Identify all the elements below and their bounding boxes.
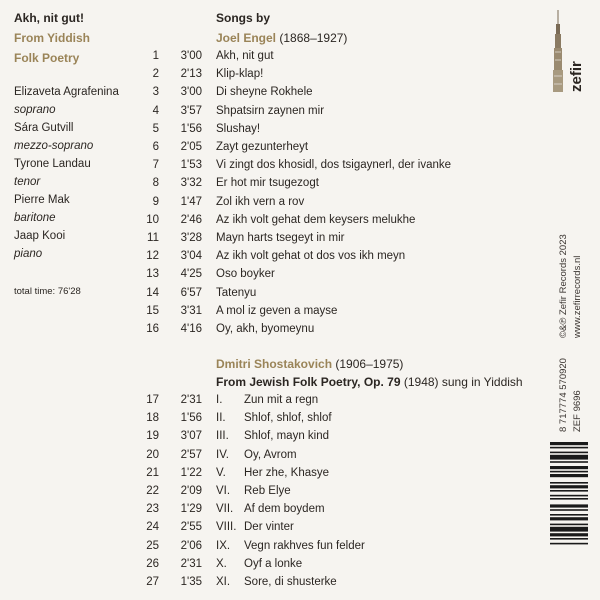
track-title: Shlof, shlof, shlof xyxy=(244,412,332,425)
performer-name: Sára Gutvill xyxy=(14,122,74,134)
movement-number: I. xyxy=(216,394,223,406)
track-number: 11 xyxy=(147,232,159,244)
track-duration: 1'22 xyxy=(180,466,202,479)
composer-name: Joel Engel xyxy=(216,31,277,45)
track-title: Sore, di shusterke xyxy=(244,576,337,588)
movement-number: II. xyxy=(216,412,226,425)
track-number: 17 xyxy=(146,394,159,406)
track-duration: 2'13 xyxy=(180,68,202,81)
total-time: total time: 76'28 xyxy=(14,286,81,297)
work-heading xyxy=(216,375,523,389)
track-duration: 3'00 xyxy=(180,50,202,62)
track-duration: 4'25 xyxy=(180,268,202,281)
barcode-bar xyxy=(550,447,588,449)
track-duration: 1'56 xyxy=(180,122,202,135)
track-title: Tatenyu xyxy=(216,286,257,299)
performer-name: Jaap Kooi xyxy=(14,230,66,242)
album-subtitle-line-2: Folk Poetry xyxy=(14,51,80,65)
movement-number: VI. xyxy=(216,485,231,497)
track-title: Akh, nit gut xyxy=(216,50,274,62)
track-number: 10 xyxy=(146,213,159,226)
composer-name: Dmitri Shostakovich xyxy=(216,357,333,371)
track-number: 21 xyxy=(146,466,159,479)
track-number: 12 xyxy=(146,250,159,263)
barcode-bar xyxy=(550,452,588,454)
track-number: 6 xyxy=(152,141,159,153)
track-number: 13 xyxy=(146,268,159,281)
track-duration: 2'55 xyxy=(180,521,202,534)
movement-number: VII. xyxy=(216,503,234,516)
track-number: 1 xyxy=(152,50,159,62)
track-number: 14 xyxy=(146,286,159,299)
songs-by-label: Songs by xyxy=(216,11,271,25)
movement-number: IV. xyxy=(216,448,230,461)
website-text: www.zefirrecords.nl xyxy=(572,255,583,338)
track-number: 7 xyxy=(152,159,159,172)
track-duration: 2'09 xyxy=(180,485,202,497)
track-title: Zayt gezunterheyt xyxy=(216,141,309,153)
track-number: 8 xyxy=(152,177,159,190)
composer-dates: (1906–1975) xyxy=(335,357,404,371)
track-duration: 1'47 xyxy=(180,195,202,208)
track-title: Vi zingt dos khosidl, dos tsigaynerl, der ivanke xyxy=(216,159,452,172)
track-title: A mol iz geven a mayse xyxy=(216,304,338,317)
movement-number: XI. xyxy=(216,576,231,588)
track-number: 2 xyxy=(152,68,159,81)
movement-number: V. xyxy=(216,466,226,479)
work-title: From Jewish Folk Poetry, Op. 79 xyxy=(216,375,401,389)
track-number: 9 xyxy=(152,195,159,208)
barcode-bar xyxy=(550,524,588,526)
album-title: Akh, nit gut! xyxy=(14,11,84,25)
barcode xyxy=(550,442,588,592)
movement-number: IX. xyxy=(216,539,231,552)
track-number: 18 xyxy=(146,412,159,425)
catalog-number: ZEF 9696 xyxy=(572,390,583,432)
track-title: Az ikh volt gehat ot dos vos ikh meyn xyxy=(216,250,406,263)
composer-dates: (1868–1927) xyxy=(279,31,348,45)
track-duration: 2'31 xyxy=(180,394,202,406)
track-title: Vegn rakhves fun felder xyxy=(244,539,365,552)
performer-name: Tyrone Landau xyxy=(14,158,91,170)
barcode-bar xyxy=(550,509,588,511)
barcode-bar xyxy=(550,543,588,545)
barcode-bar xyxy=(550,538,588,540)
track-title: Reb Elye xyxy=(244,485,291,497)
track-number: 3 xyxy=(152,86,159,99)
track-number: 16 xyxy=(146,323,159,335)
barcode-bar xyxy=(550,482,588,484)
barcode-number: 8 717774 570920 xyxy=(558,358,569,432)
track-number: 26 xyxy=(146,557,159,570)
track-duration: 3'57 xyxy=(180,104,202,117)
performer-role: mezzo-soprano xyxy=(14,140,94,152)
barcode-bar xyxy=(550,461,588,463)
performer-role: baritone xyxy=(14,212,56,224)
track-duration: 3'31 xyxy=(180,304,202,317)
barcode-bar xyxy=(550,490,588,492)
work-year: (1948) sung in Yiddish xyxy=(403,375,523,389)
track-number: 20 xyxy=(146,448,159,461)
track-title: Di sheyne Rokhele xyxy=(216,86,313,99)
track-title: Zol ikh vern a rov xyxy=(216,195,305,208)
movement-number: VIII. xyxy=(216,521,237,534)
track-number: 23 xyxy=(146,503,159,516)
track-duration: 2'31 xyxy=(180,557,202,570)
track-number: 27 xyxy=(146,576,159,588)
track-title: Oy, akh, byomeynu xyxy=(216,323,315,335)
engel-heading xyxy=(216,31,347,45)
track-duration: 1'35 xyxy=(180,576,202,588)
barcode-bar xyxy=(550,485,588,488)
logo-wordmark: zefir xyxy=(568,61,585,92)
track-title: Slushay! xyxy=(216,122,261,135)
track-number: 15 xyxy=(146,304,159,317)
track-number: 19 xyxy=(146,430,159,443)
track-duration: 3'32 xyxy=(180,177,202,190)
track-duration: 3'28 xyxy=(180,232,202,244)
zefir-logo xyxy=(552,8,588,94)
barcode-bar xyxy=(550,471,588,473)
album-subtitle-line-1: From Yiddish xyxy=(14,31,91,45)
track-duration: 3'07 xyxy=(180,430,202,443)
copyright-text: ©&℗ Zefir Records 2023 xyxy=(558,234,569,338)
track-title: Af dem boydem xyxy=(244,503,325,516)
performer-role: tenor xyxy=(14,176,41,188)
track-number: 25 xyxy=(146,539,159,552)
performer-name: Pierre Mak xyxy=(14,194,70,206)
barcode-bar xyxy=(550,504,588,507)
track-number: 22 xyxy=(146,485,159,497)
track-duration: 4'16 xyxy=(180,323,202,335)
track-duration: 3'00 xyxy=(180,86,202,99)
barcode-bar xyxy=(550,514,588,516)
track-number: 24 xyxy=(146,521,159,534)
barcode-bar xyxy=(550,498,588,500)
track-duration: 2'57 xyxy=(180,448,202,461)
track-title: Her zhe, Khasye xyxy=(244,466,330,479)
track-duration: 2'06 xyxy=(180,539,202,552)
track-duration: 3'04 xyxy=(180,250,202,263)
track-duration: 6'57 xyxy=(180,286,202,299)
movement-number: X. xyxy=(216,557,227,570)
track-title: Oso boyker xyxy=(216,268,275,281)
barcode-bar xyxy=(550,442,588,445)
track-duration: 1'56 xyxy=(180,412,202,425)
track-title: Oy, Avrom xyxy=(244,448,297,461)
track-duration: 1'53 xyxy=(180,159,202,172)
track-title: Der vinter xyxy=(244,521,294,534)
barcode-bar xyxy=(550,474,588,477)
track-title: Az ikh volt gehat dem keysers melukhe xyxy=(216,213,416,226)
performer-role: soprano xyxy=(14,104,56,116)
track-duration: 2'46 xyxy=(180,213,202,226)
track-title: Oyf a lonke xyxy=(244,557,303,570)
track-number: 5 xyxy=(152,122,159,135)
track-duration: 2'05 xyxy=(180,141,202,153)
track-title: Shpatsirn zaynen mir xyxy=(216,104,325,117)
barcode-bar xyxy=(550,495,588,497)
barcode-bar xyxy=(550,533,588,536)
barcode-bar xyxy=(550,527,588,532)
shostakovich-heading xyxy=(216,357,403,371)
barcode-bar xyxy=(550,455,588,460)
track-number: 4 xyxy=(152,104,159,117)
barcode-bar xyxy=(550,466,588,469)
performer-role: piano xyxy=(14,248,43,260)
track-title: Klip-klap! xyxy=(216,68,264,81)
track-duration: 1'29 xyxy=(180,503,202,516)
track-title: Zun mit a regn xyxy=(244,394,319,406)
track-title: Shlof, mayn kind xyxy=(244,430,330,443)
barcode-bar xyxy=(550,517,588,520)
track-title: Mayn harts tsegeyt in mir xyxy=(216,232,345,244)
movement-number: III. xyxy=(216,430,229,443)
performer-name: Elizaveta Agrafenina xyxy=(14,86,119,98)
track-title: Er hot mir tsugezogt xyxy=(216,177,319,190)
